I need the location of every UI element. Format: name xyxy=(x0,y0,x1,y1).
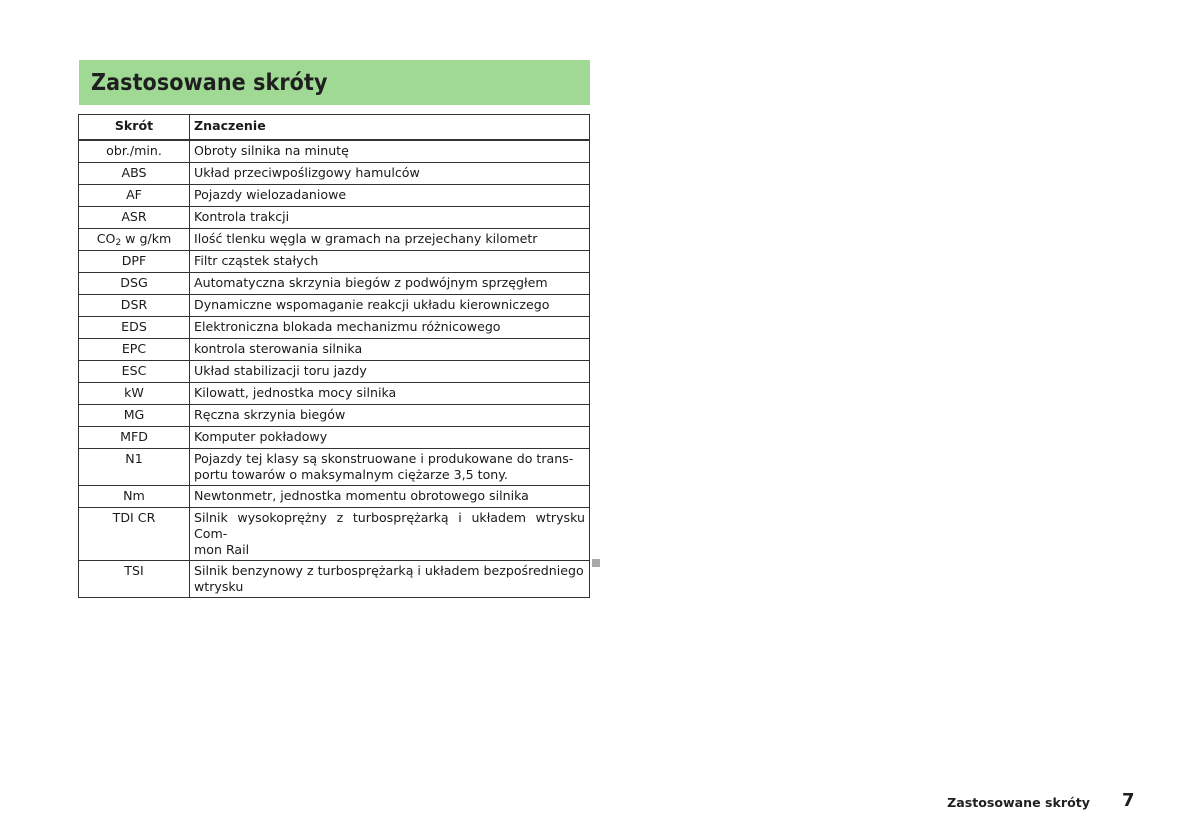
table-row xyxy=(79,561,590,598)
meaning-cell: Elektroniczna blokada mechanizmu różnicowego xyxy=(190,317,590,339)
abbreviation-cell: Nm xyxy=(79,486,190,508)
abbreviation-cell: AF xyxy=(79,185,190,207)
table-row xyxy=(79,361,590,383)
table-row xyxy=(79,317,590,339)
meaning-line: portu towarów o maksymalnym ciężarze 3,5 tony. xyxy=(194,467,508,482)
abbreviation-unit: w g/km xyxy=(121,231,172,246)
abbreviations-table xyxy=(78,114,590,598)
meaning-cell: Dynamiczne wspomaganie reakcji układu kierowniczego xyxy=(190,295,590,317)
meaning-cell: Filtr cząstek stałych xyxy=(190,251,590,273)
abbreviation-cell: DPF xyxy=(79,251,190,273)
meaning-cell: Obroty silnika na minutę xyxy=(190,140,590,163)
table-row xyxy=(79,405,590,427)
meaning-line: mon Rail xyxy=(194,542,250,557)
page-title: Zastosowane skróty xyxy=(91,69,328,96)
meaning-cell: Układ przeciwpoślizgowy hamulców xyxy=(190,163,590,185)
table-row xyxy=(79,508,590,561)
table-row xyxy=(79,163,590,185)
section-end-marker xyxy=(592,559,600,567)
meaning-cell: Kilowatt, jednostka mocy silnika xyxy=(190,383,590,405)
meaning-cell xyxy=(190,561,590,598)
abbreviation-cell: obr./min. xyxy=(79,140,190,163)
meaning-line: Silnik benzynowy z turbosprężarką i układem bezpośredniego xyxy=(194,563,584,578)
page-number: 7 xyxy=(1122,790,1135,811)
abbreviation-cell: EDS xyxy=(79,317,190,339)
meaning-cell: Automatyczna skrzynia biegów z podwójnym sprzęgłem xyxy=(190,273,590,295)
meaning-cell: Układ stabilizacji toru jazdy xyxy=(190,361,590,383)
footer-section-title: Zastosowane skróty xyxy=(947,795,1090,810)
abbreviation-cell: EPC xyxy=(79,339,190,361)
table-row xyxy=(79,185,590,207)
abbreviation-cell: DSR xyxy=(79,295,190,317)
meaning-cell: kontrola sterowania silnika xyxy=(190,339,590,361)
table-row xyxy=(79,251,590,273)
table-row xyxy=(79,383,590,405)
abbreviation-cell: MFD xyxy=(79,427,190,449)
abbreviation-cell: DSG xyxy=(79,273,190,295)
table-row xyxy=(79,339,590,361)
meaning-cell xyxy=(190,508,590,561)
meaning-line: wtrysku xyxy=(194,579,244,594)
meaning-cell: Newtonmetr, jednostka momentu obrotowego silnika xyxy=(190,486,590,508)
abbreviation-cell: N1 xyxy=(79,449,190,486)
abbreviation-cell: TSI xyxy=(79,561,190,598)
table-row xyxy=(79,427,590,449)
column-header-meaning: Znaczenie xyxy=(190,115,590,141)
abbreviation-cell: ASR xyxy=(79,207,190,229)
abbreviation-co: CO xyxy=(96,231,116,246)
abbreviation-cell: TDI CR xyxy=(79,508,190,561)
abbreviation-cell: kW xyxy=(79,383,190,405)
section-title-bar xyxy=(79,60,590,105)
meaning-line: Pojazdy tej klasy są skonstruowane i produkowane do trans- xyxy=(194,451,574,466)
table-row xyxy=(79,140,590,163)
table-row xyxy=(79,207,590,229)
abbreviation-cell: MG xyxy=(79,405,190,427)
table-row xyxy=(79,486,590,508)
abbreviation-subscript: 2 xyxy=(115,238,122,248)
meaning-cell: Komputer pokładowy xyxy=(190,427,590,449)
table-row xyxy=(79,229,590,251)
meaning-line: Silnik wysokoprężny z turbosprężarką i układem wtrysku Com- xyxy=(194,510,585,541)
abbreviation-cell xyxy=(79,229,190,251)
table-row xyxy=(79,295,590,317)
meaning-cell xyxy=(190,449,590,486)
table-header-row xyxy=(79,115,590,141)
meaning-cell: Ilość tlenku węgla w gramach na przejechany kilometr xyxy=(190,229,590,251)
table-row xyxy=(79,273,590,295)
abbreviation-cell: ESC xyxy=(79,361,190,383)
meaning-cell: Ręczna skrzynia biegów xyxy=(190,405,590,427)
column-header-abbreviation: Skrót xyxy=(79,115,190,141)
meaning-cell: Kontrola trakcji xyxy=(190,207,590,229)
abbreviation-cell: ABS xyxy=(79,163,190,185)
table-row xyxy=(79,449,590,486)
meaning-cell: Pojazdy wielozadaniowe xyxy=(190,185,590,207)
